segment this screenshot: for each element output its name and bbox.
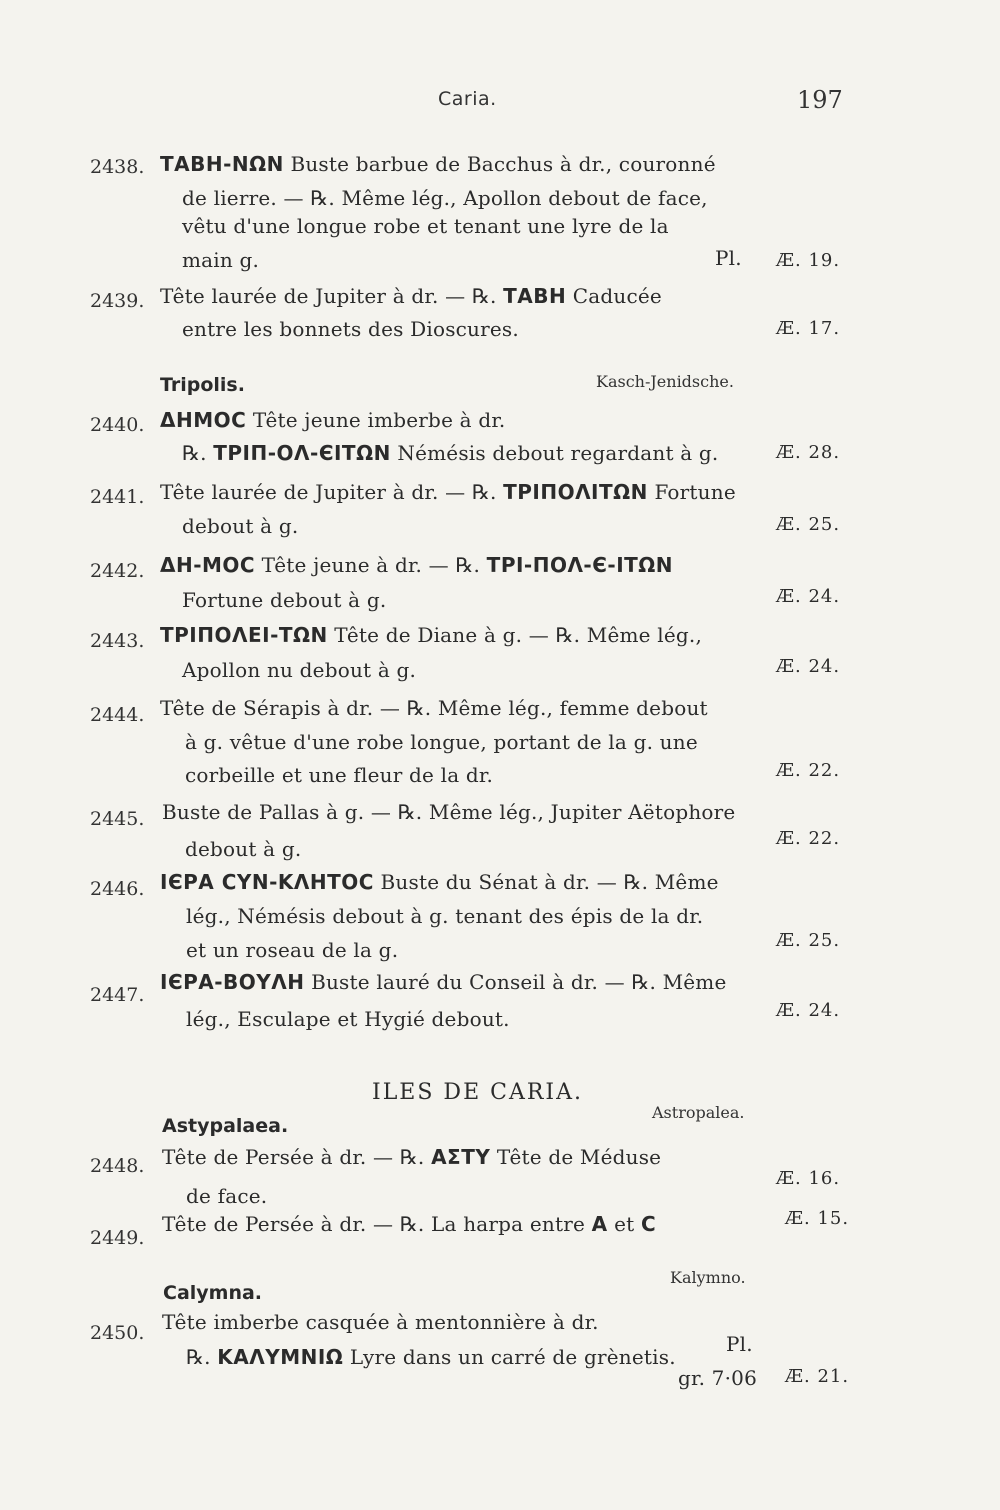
greek-legend: ΔΗΜΟϹ [160, 408, 247, 432]
entry-line: debout à g. [182, 514, 299, 538]
entry-line: Tête de Sérapis à dr. — ℞. Même lég., femme debout [160, 696, 708, 720]
entry-line: ℞. ΚΑΛΥΜΝΙΩ Lyre dans un carré de grènetis. [186, 1345, 676, 1369]
greek-legend: ΑΣΤΥ [431, 1145, 491, 1169]
greek-legend: ΤΡΙΠΟΛΙΤΩΝ [503, 480, 648, 504]
entry-line: ΔΗΜΟϹ Tête jeune imberbe à dr. [160, 408, 506, 432]
entry-number: 2438. [90, 156, 145, 178]
page-number: 197 [797, 86, 843, 114]
entry-line: Apollon nu debout à g. [182, 658, 417, 682]
entry-number: 2439. [90, 290, 145, 312]
metal-size: Æ. 16. [776, 1168, 841, 1189]
section-heading: ILES DE CARIA. [372, 1080, 583, 1105]
greek-legend: ΙЄΡΑ-ΒΟΥΛΗ [160, 970, 305, 994]
entry-number: 2445. [90, 808, 145, 830]
place-heading: Tripolis. [160, 374, 245, 396]
weight: gr. 7·06 [678, 1366, 758, 1390]
entry-line: Tête imberbe casquée à mentonnière à dr. [162, 1310, 599, 1334]
metal-size: Æ. 21. [785, 1366, 850, 1387]
greek-legend: C [640, 1212, 657, 1236]
entry-line: Buste de Pallas à g. — ℞. Même lég., Jupiter Aëtophore [162, 800, 736, 824]
plate-ref: Pl. [715, 246, 742, 270]
modern-name: Astropalea. [652, 1103, 745, 1122]
metal-size: Æ. 28. [776, 442, 841, 463]
greek-legend: ΤΡΙΠ-ΟΛ-ЄΙΤΩΝ [213, 441, 391, 465]
metal-size: Æ. 22. [776, 828, 841, 849]
entry-line: Tête laurée de Jupiter à dr. — ℞. ΤΑΒΗ Caducée [160, 284, 662, 308]
entry-line: ΔΗ-ΜΟϹ Tête jeune à dr. — ℞. ΤΡΙ-ΠΟΛ-Є-ΙΤΩΝ [160, 553, 674, 577]
entry-line: Tête laurée de Jupiter à dr. — ℞. ΤΡΙΠΟΛΙΤΩΝ Fortune [160, 480, 736, 504]
entry-line: ΙЄΡΑ-ΒΟΥΛΗ Buste lauré du Conseil à dr. — ℞. Même [160, 970, 727, 994]
entry-line: de lierre. — ℞. Même lég., Apollon debout de face, [182, 186, 708, 210]
metal-size: Æ. 19. [776, 250, 841, 271]
entry-line: Tête de Persée à dr. — ℞. La harpa entre Α et C [162, 1212, 657, 1236]
greek-legend: ΤΑΒΗ [503, 284, 567, 308]
place-heading: Astypalaea. [162, 1115, 289, 1137]
entry-line: de face. [186, 1184, 268, 1208]
entry-number: 2443. [90, 630, 145, 652]
metal-size: Æ. 24. [776, 586, 841, 607]
entry-line: debout à g. [185, 837, 302, 861]
entry-line: entre les bonnets des Dioscures. [182, 317, 519, 341]
entry-number: 2449. [90, 1227, 145, 1249]
entry-line: vêtu d'une longue robe et tenant une lyre de la [182, 214, 669, 238]
greek-legend: ΤΑΒΗ-ΝΩΝ [160, 152, 284, 176]
greek-legend: ΙЄΡΑ ϹΥΝ-ΚΛΗΤΟϹ [160, 870, 374, 894]
metal-size: Æ. 25. [776, 514, 841, 535]
entry-line: ΤΑΒΗ-ΝΩΝ Buste barbue de Bacchus à dr., couronné [160, 152, 716, 176]
metal-size: Æ. 24. [776, 1000, 841, 1021]
metal-size: Æ. 22. [776, 760, 841, 781]
modern-name: Kasch-Jenidsche. [596, 372, 734, 391]
plate-ref: Pl. [726, 1332, 753, 1356]
entry-number: 2441. [90, 486, 145, 508]
entry-line: à g. vêtue d'une robe longue, portant de la g. une [185, 730, 698, 754]
metal-size: Æ. 25. [776, 930, 841, 951]
modern-name: Kalymno. [670, 1268, 746, 1287]
greek-legend: ΔΗ-ΜΟϹ [160, 553, 256, 577]
metal-size: Æ. 15. [785, 1208, 850, 1229]
metal-size: Æ. 24. [776, 656, 841, 677]
entry-line: main g. [182, 248, 260, 272]
place-heading: Calymna. [163, 1282, 263, 1304]
running-title: Caria. [438, 88, 497, 110]
entry-line: corbeille et une fleur de la dr. [185, 763, 494, 787]
greek-legend: ΤΡΙΠΟΛΕΙ-ΤΩΝ [160, 623, 328, 647]
entry-number: 2447. [90, 984, 145, 1006]
entry-line: lég., Esculape et Hygié debout. [186, 1007, 510, 1031]
greek-legend: ΤΡΙ-ΠΟΛ-Є-ΙΤΩΝ [486, 553, 674, 577]
entry-number: 2446. [90, 878, 145, 900]
greek-legend: ΚΑΛΥΜΝΙΩ [217, 1345, 344, 1369]
metal-size: Æ. 17. [776, 318, 841, 339]
entry-line: Tête de Persée à dr. — ℞. ΑΣΤΥ Tête de Méduse [162, 1145, 662, 1169]
entry-number: 2444. [90, 704, 145, 726]
entry-line: ΤΡΙΠΟΛΕΙ-ΤΩΝ Tête de Diane à g. — ℞. Même lég., [160, 623, 702, 647]
entry-number: 2450. [90, 1322, 145, 1344]
entry-line: et un roseau de la g. [186, 938, 399, 962]
greek-legend: Α [591, 1212, 608, 1236]
entry-number: 2448. [90, 1155, 145, 1177]
entry-number: 2442. [90, 560, 145, 582]
entry-number: 2440. [90, 414, 145, 436]
entry-line: ΙЄΡΑ ϹΥΝ-ΚΛΗΤΟϹ Buste du Sénat à dr. — ℞. Même [160, 870, 719, 894]
entry-line: ℞. ΤΡΙΠ-ΟΛ-ЄΙΤΩΝ Némésis debout regardant à g. [182, 441, 719, 465]
entry-line: Fortune debout à g. [182, 588, 387, 612]
entry-line: lég., Némésis debout à g. tenant des épis de la dr. [186, 904, 704, 928]
